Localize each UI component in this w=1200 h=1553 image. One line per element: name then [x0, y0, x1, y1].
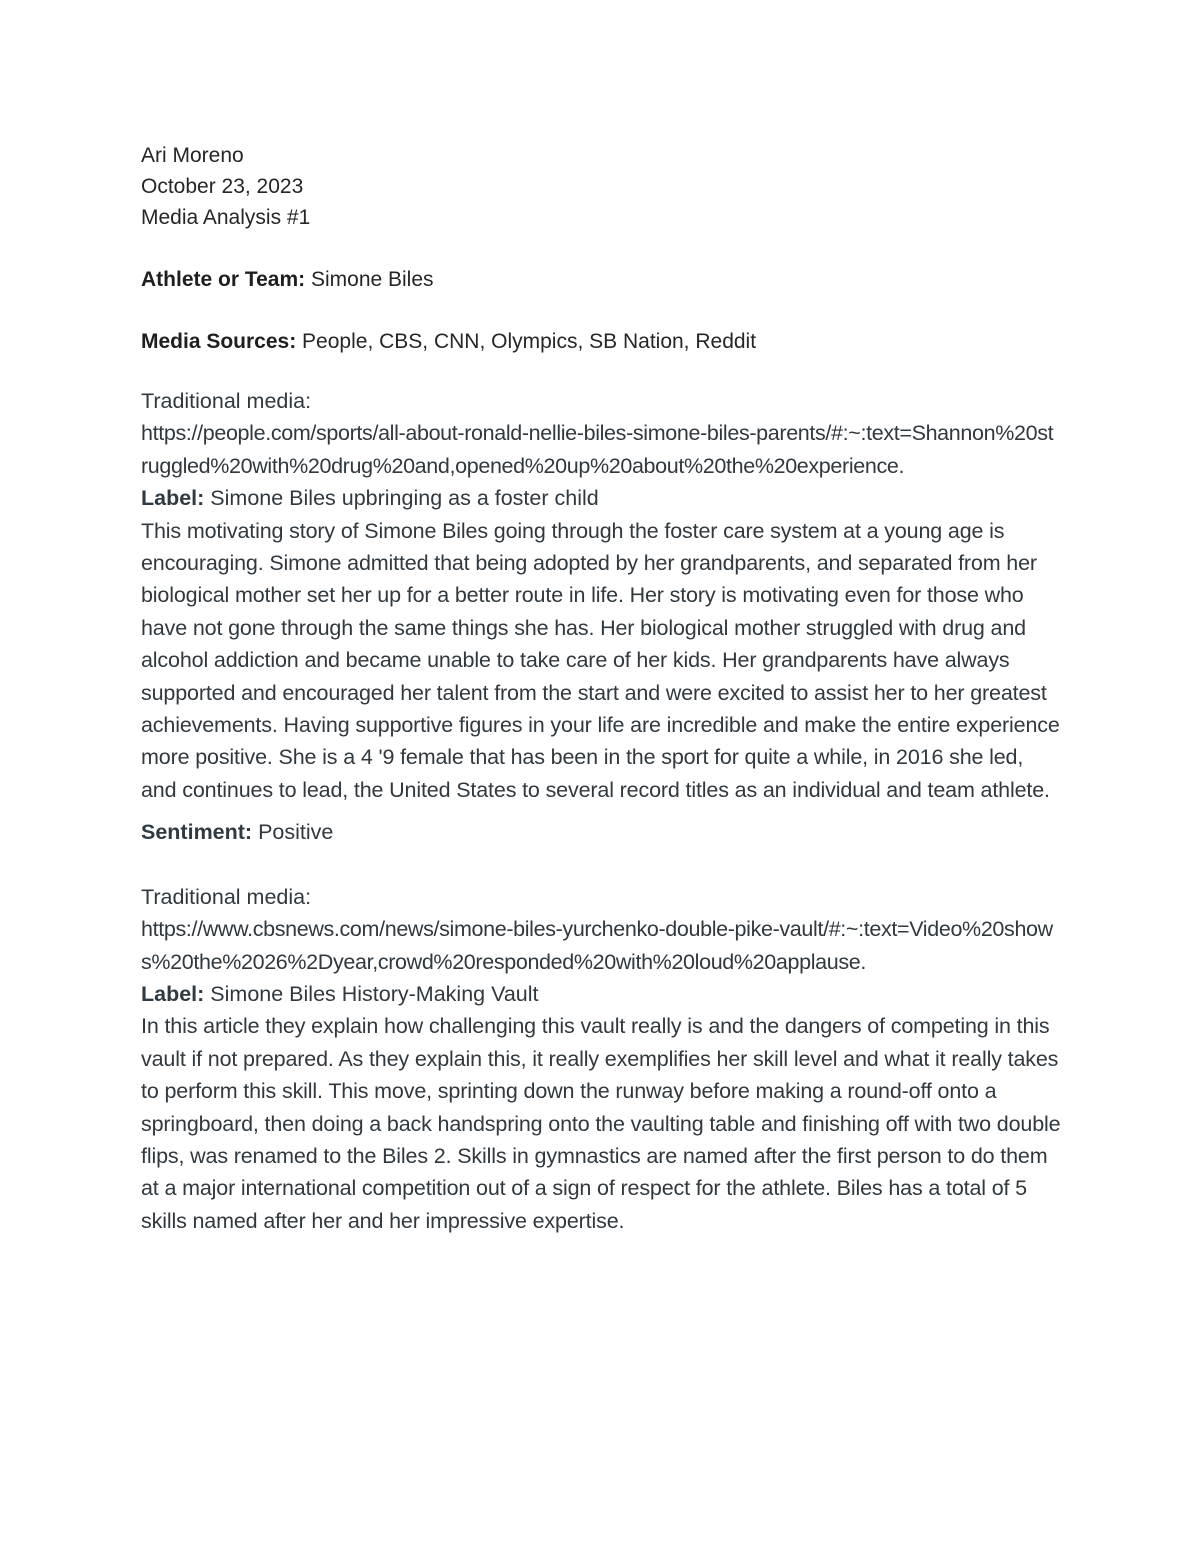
media-entry — [141, 881, 1061, 1237]
assignment-title: Media Analysis #1 — [141, 206, 311, 229]
athlete-field — [141, 264, 1061, 295]
spacer — [141, 849, 1061, 881]
entry-url[interactable]: https://people.com/sports/all-about-ronald-nellie-biles-simone-biles-parents/#:~:text=Shannon%20struggled%20with%20drug%20and,opened%20up%20about%20the%20experience. — [141, 421, 1054, 478]
media-entry — [141, 385, 1061, 849]
entry-title: Traditional media: — [141, 389, 312, 413]
spacer — [141, 233, 1061, 264]
sources-label: Media Sources: — [141, 330, 297, 353]
spacer — [141, 295, 1061, 326]
entry-label-key: Label: — [141, 981, 205, 1006]
document-date: October 23, 2023 — [141, 175, 304, 198]
entry-title: Traditional media: — [141, 884, 312, 909]
entry-sentiment-value: Positive — [252, 820, 334, 845]
entry-label-key: Label: — [141, 486, 205, 511]
entry-label-line — [141, 482, 1061, 514]
entry-sentiment-key: Sentiment: — [141, 820, 253, 845]
sources-value: People, CBS, CNN, Olympics, SB Nation, Reddit — [296, 330, 757, 353]
entry-body: This motivating story of Simone Biles going through the foster care system at a young age is encouraging. Simone admitted that being adopted by her grandparents, and separated from her biological mother set her up for a better route in life. Her story is motivating even for those who have not gone through the same things she has. Her biological mother struggled with drug and alcohol addiction and became unable to take care of her kids. Her grandparents have always supported and encouraged her talent from the start and were excited to assist her to her greatest achievements. Having supportive figures in your life are incredible and make the entire experience more positive. She is a 4 '9 female that has been in the sport for quite a while, in 2016 she led, and continues to lead, the United States to several record titles as an individual and team athlete. — [141, 518, 1060, 802]
document-content — [141, 140, 1061, 1237]
sources-field — [141, 326, 1061, 357]
entry-label-value: Simone Biles History-Making Vault — [204, 981, 539, 1006]
entry-sentiment-line — [141, 816, 1061, 848]
entry-body: In this article they explain how challenging this vault really is and the dangers of competing in this vault if not prepared. As they explain this, it really exemplifies her skill level and what it really takes to perform this skill. This move, sprinting down the runway before making a round-off onto a springboard, then doing a back handspring onto the vaulting table and finishing off with two double flips, was renamed to the Biles 2. Skills in gymnastics are named after the first person to do them at a major international competition out of a sign of respect for the athlete. Biles has a total of 5 skills named after her and her impressive expertise. — [141, 1014, 1061, 1233]
entry-label-value: Simone Biles upbringing as a foster child — [204, 486, 599, 511]
entry-url[interactable]: https://www.cbsnews.com/news/simone-biles-yurchenko-double-pike-vault/#:~:text=Video%20shows%20the%2026%2Dyear,crowd%20responded%20with%20loud%20applause. — [141, 917, 1053, 974]
entry-label-line — [141, 978, 1061, 1010]
spacer — [141, 357, 1061, 385]
athlete-label: Athlete or Team: — [141, 268, 306, 291]
author-name: Ari Moreno — [141, 144, 244, 167]
athlete-value: Simone Biles — [305, 268, 434, 291]
